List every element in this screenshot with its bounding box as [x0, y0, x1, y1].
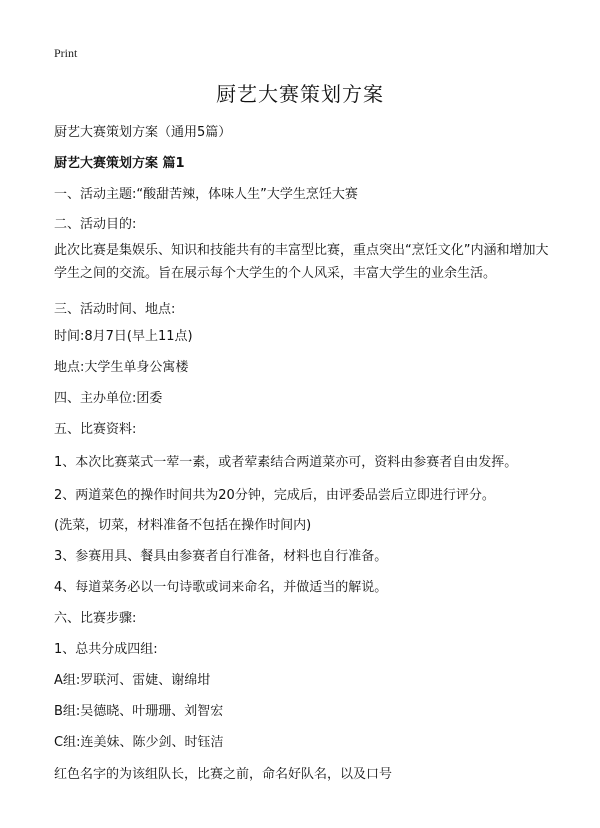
- theme-line: 一、活动主题:“酸甜苦辣，体味人生”大学生烹饪大赛: [54, 187, 358, 202]
- steps-heading: 六、比赛步骤:: [54, 611, 137, 626]
- subtitle: 厨艺大赛策划方案（通用5篇）: [54, 125, 232, 140]
- rule-1: 1、本次比赛菜式一荤一素，或者荤素结合两道菜亦可，资料由参赛者自由发挥。: [54, 455, 518, 470]
- step-1: 1、总共分成四组:: [54, 642, 158, 657]
- purpose-paragraph: 此次比赛是集娱乐、知识和技能共有的丰富型比赛，重点突出“烹饪文化”内涵和增加大学生之间的交流。旨在展示每个大学生的个人风采，丰富大学生的业余生活。: [54, 243, 549, 281]
- materials-heading: 五、比赛资料:: [54, 422, 137, 437]
- purpose-heading: 二、活动目的:: [54, 217, 137, 232]
- place-line: 地点:大学生单身公寓楼: [54, 360, 189, 375]
- time-place-heading: 三、活动时间、地点:: [54, 302, 176, 317]
- rule-2: 2、两道菜色的操作时间共为20分钟，完成后，由评委品尝后立即进行评分。: [54, 488, 495, 503]
- captain-note: 红色名字的为该组队长，比赛之前，命名好队名，以及口号: [54, 767, 393, 782]
- page-title: 厨艺大赛策划方案: [216, 82, 384, 106]
- organizer-line: 四、主办单位:团委: [54, 391, 163, 406]
- group-b: B组:吴德晓、叶珊珊、刘智宏: [54, 704, 224, 719]
- rule-3: 3、参赛用具、餐具由参赛者自行准备，材料也自行准备。: [54, 549, 388, 564]
- rule-2-note: (洗菜，切菜，材料准备不包括在操作时间内): [54, 518, 312, 533]
- group-c: C组:连美妹、陈少剑、时钰洁: [54, 735, 224, 750]
- rule-4: 4、每道菜务必以一句诗歌或词来命名，并做适当的解说。: [54, 580, 388, 595]
- time-line: 时间:8月7日(早上11点): [54, 329, 193, 344]
- print-label: Print: [54, 46, 78, 60]
- section-heading: 厨艺大赛策划方案 篇1: [54, 156, 185, 171]
- group-a: A组:罗联河、雷婕、谢绵坩: [54, 673, 211, 688]
